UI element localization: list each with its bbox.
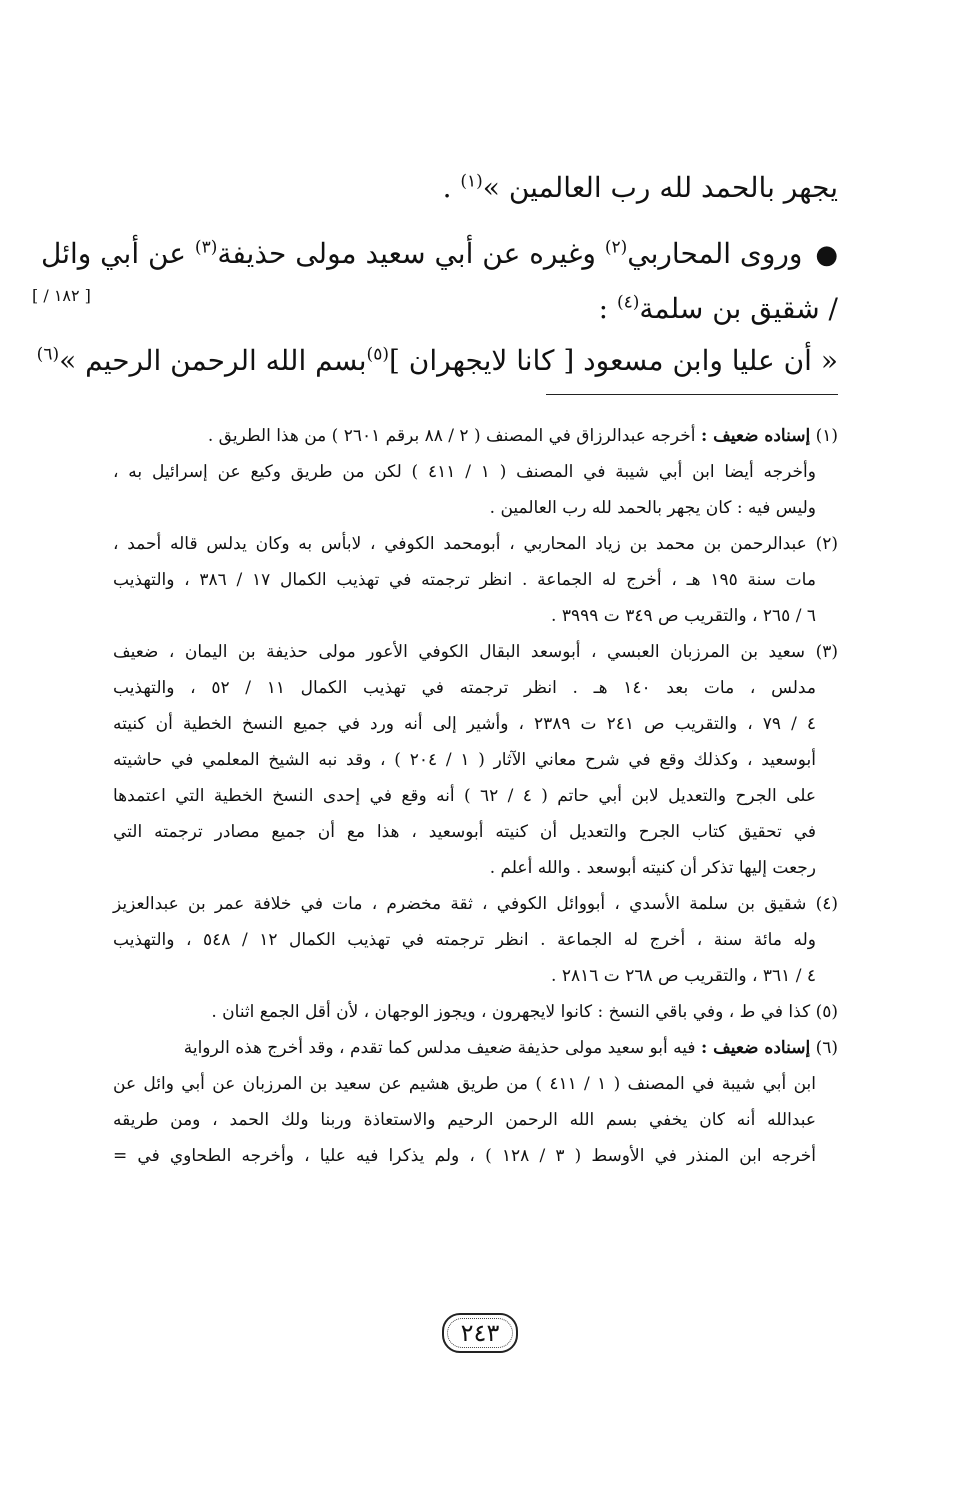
main-text-segment: يجهر بالحمد لله رب العالمين » [482,171,838,204]
main-text-segment: وغيره عن أبي سعيد مولى حذيفة [217,237,605,270]
footnote-6-line [113,1030,838,1066]
footnote-2-line: (٢) عبدالرحمن بن محمد بن زياد المحاربي ، أبومحمد الكوفي ، لابأس به وكان يدلس قاله أحمد ، [113,534,838,554]
footnote-text: فيه أبو سعيد مولى حذيفة ضعيف مدلس كما تقدم ، وقد أخرج هذه الرواية [183,1038,701,1058]
footnote-4-line: (٤) شقيق بن سلمة الأسدي ، أبووائل الكوفي ، ثقة مخضرم ، مات في خلافة عمر بن عبدالعزيز [113,894,838,914]
main-text-segment: : [598,292,617,325]
footnote-3-line: مدلس ، مات بعد ١٤٠ هـ . انظر ترجمته في تهذيب الكمال ١١ / ٥٢ ، والتهذيب [113,678,816,698]
footnote-number: (٦) [815,1038,838,1058]
footnote-3-line: ٤ / ٧٩ ، والتقريب ص ٢٤١ ت ٢٣٨٩ ، وأشير إلى أنه ورد في جميع النسخ الخطية أن كنيته [113,714,816,734]
main-text-segment: بسم الله الرحمن الرحيم » [59,344,367,377]
footnote-4-line: وله مائة سنة ، أخرج له الجماعة . انظر ترجمته في تهذيب الكمال ١٢ / ٥٤٨ ، والتهذيب [113,930,816,950]
footnote-marker: (٥) [366,344,389,365]
footnote-marker: (٣) [194,237,218,258]
main-text-line-3 [113,285,838,333]
footnote-3-line: (٣) سعيد بن المرزبان العبسي ، أبوسعد البقال الكوفي الأعور مولى حذيفة بن اليمان ، ضعيف [113,642,838,662]
footnote-marker: (١) [460,171,483,192]
footnote-1-line [113,418,838,454]
footnote-2-line: مات سنة ١٩٥ هـ ، أخرج له الجماعة . انظر ترجمته في تهذيب الكمال ١٧ / ٣٨٦ ، والتهذيب [113,570,816,590]
footnote-1-line: وليس فيه : كان يجهر بالحمد لله رب العالمين . [489,498,816,518]
main-text-line-2 [40,230,838,279]
footnote-5-line: (٥) كذا في ط ، وفي باقي النسخ : كانوا لايجهرون ، ويجوز الوجهان ، لأن أقل الجمع اثنان . [211,1002,838,1022]
footnote-label: إسناده ضعيف : [700,426,811,446]
main-text-segment: عن أبي وائل [40,237,195,270]
footnote-marker: (٢) [604,237,628,258]
footnote-1-line: وأخرجه أيضا ابن أبي شيبة في المصنف ( ١ / ٤١١ ) لكن من طريق وكيع عن إسرائيل به ، [113,462,816,482]
footnote-marker: (٤) [616,292,640,313]
footnote-3-line: على الجرح والتعديل لابن أبي حاتم ( ٤ / ٦٢ ) أنه وقع في إحدى النسخ الخطية التي اعتمدها [113,786,817,806]
page-number: ٢٤٣ [442,1313,518,1353]
footnote-6-line: ابن أبي شيبة في المصنف ( ١ / ٤١١ ) من طريق هشيم عن سعيد بن المرزبان عن أبي وائل عن [113,1074,816,1094]
main-text-line-1 [113,164,838,212]
footnote-number: (١) [815,426,838,446]
bullet-icon: ● [815,240,838,270]
footnote-3-line: في تحقيق كتاب الجرح والتعديل أن كنيته أبوسعيد ، هذا مع أن جميع مصادر ترجمته التي [113,822,816,842]
footnote-6-line: عبدالله أنه كان يخفي بسم الله الرحمن الرحيم والاستعاذة وربنا ولك الحمد ، ومن طريقه [113,1110,816,1130]
main-text-segment: « أن عليا وابن مسعود [ كانا لايجهران ] [388,344,838,377]
footnote-3-line: رجعت إليها تذكر أن كنيته أبوسعد . والله أعلم . [489,858,816,878]
footnote-3-line: أبوسعيد ، وكذلك وقع في شرح معاني الآثار ( ١ / ٢٠٤ ) ، وقد نبه الشيخ المعلمي في حاشيته [113,750,816,770]
manuscript-page-reference: [ ١٨٢ / ] [32,286,91,305]
footnote-label: إسناده ضعيف : [700,1038,811,1058]
footnote-marker: (٦) [36,344,60,365]
footnote-2-line: ٦ / ٢٦٥ ، والتقريب ص ٣٤٩ ت ٣٩٩٩ . [551,606,816,626]
main-text-segment: وروى المحاربي [627,237,812,270]
footnote-text: أخرجه عبدالرزاق في المصنف ( ٢ / ٨٨ برقم ٢٦٠١ ) من هذا الطريق . [207,426,701,446]
footnote-divider [546,394,838,395]
main-text-segment: . [442,171,461,204]
main-text-segment: / شقيق بن سلمة [639,292,838,325]
main-text-line-4 [36,337,838,385]
footnotes [113,418,838,1174]
footnote-6-line: أخرجه ابن المنذر في الأوسط ( ٣ / ١٢٨ ) ، ولم يذكرا فيه عليا ، وأخرجه الطحاوي في = [113,1146,816,1166]
footnote-4-line: ٤ / ٣٦١ ، والتقريب ص ٢٦٨ ت ٢٨١٦ . [551,966,816,986]
